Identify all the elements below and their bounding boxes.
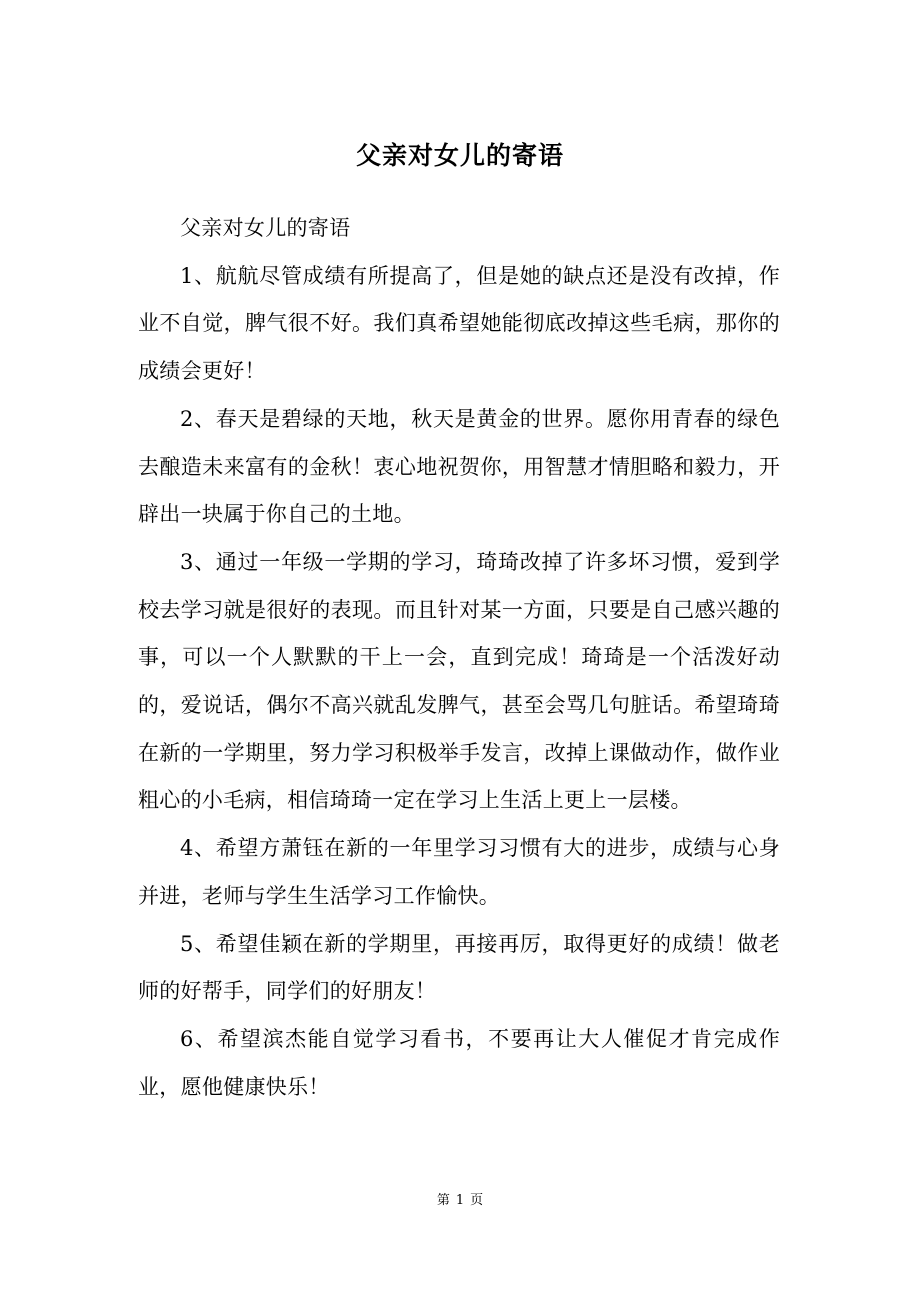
paragraph-heading: 父亲对女儿的寄语 [180,216,351,240]
document-title: 父亲对女儿的寄语 [355,141,564,170]
paragraph-5: 5、希望佳颖在新的学期里，再接再厉，取得更好的成绩！做老师的好帮手，同学们的好朋友！ [138,931,780,1004]
footer-prefix: 第 [436,1193,450,1208]
paragraph-1: 1、航航尽管成绩有所提高了，但是她的缺点还是没有改掉，作业不自觉，脾气很不好。我们真希望她能彻底改掉这些毛病，那你的成绩会更好！ [138,263,780,384]
footer-page-number: 1 [455,1193,465,1208]
paragraph-4: 4、希望方萧钰在新的一年里学习习惯有大的进步，成绩与心身并进，老师与学生生活学习工作愉快。 [138,836,780,908]
document-body [138,205,780,1111]
page-footer [0,1192,920,1210]
paragraph-6: 6、希望滨杰能自觉学习看书，不要再让大人催促才肯完成作业，愿他健康快乐！ [138,1026,780,1099]
paragraph-2: 2、春天是碧绿的天地，秋天是黄金的世界。愿你用青春的绿色去酿造未来富有的金秋！衷心地祝贺你，用智慧才情胆略和毅力，开辟出一块属于你自己的土地。 [138,406,780,527]
footer-suffix: 页 [470,1193,484,1208]
paragraph-3: 3、通过一年级一学期的学习，琦琦改掉了许多坏习惯，爱到学校去学习就是很好的表现。而且针对某一方面，只要是自己感兴趣的事，可以一个人默默的干上一会，直到完成！琦琦是一个活泼好动的，爱说话，偶尔不高兴就乱发脾气，甚至会骂几句脏话。希望琦琦在新的一学期里，努力学习积极举手发言，改掉上课做动作，做作业粗心的小毛病，相信琦琦一定在学习上生活上更上一层楼。 [138,549,780,813]
